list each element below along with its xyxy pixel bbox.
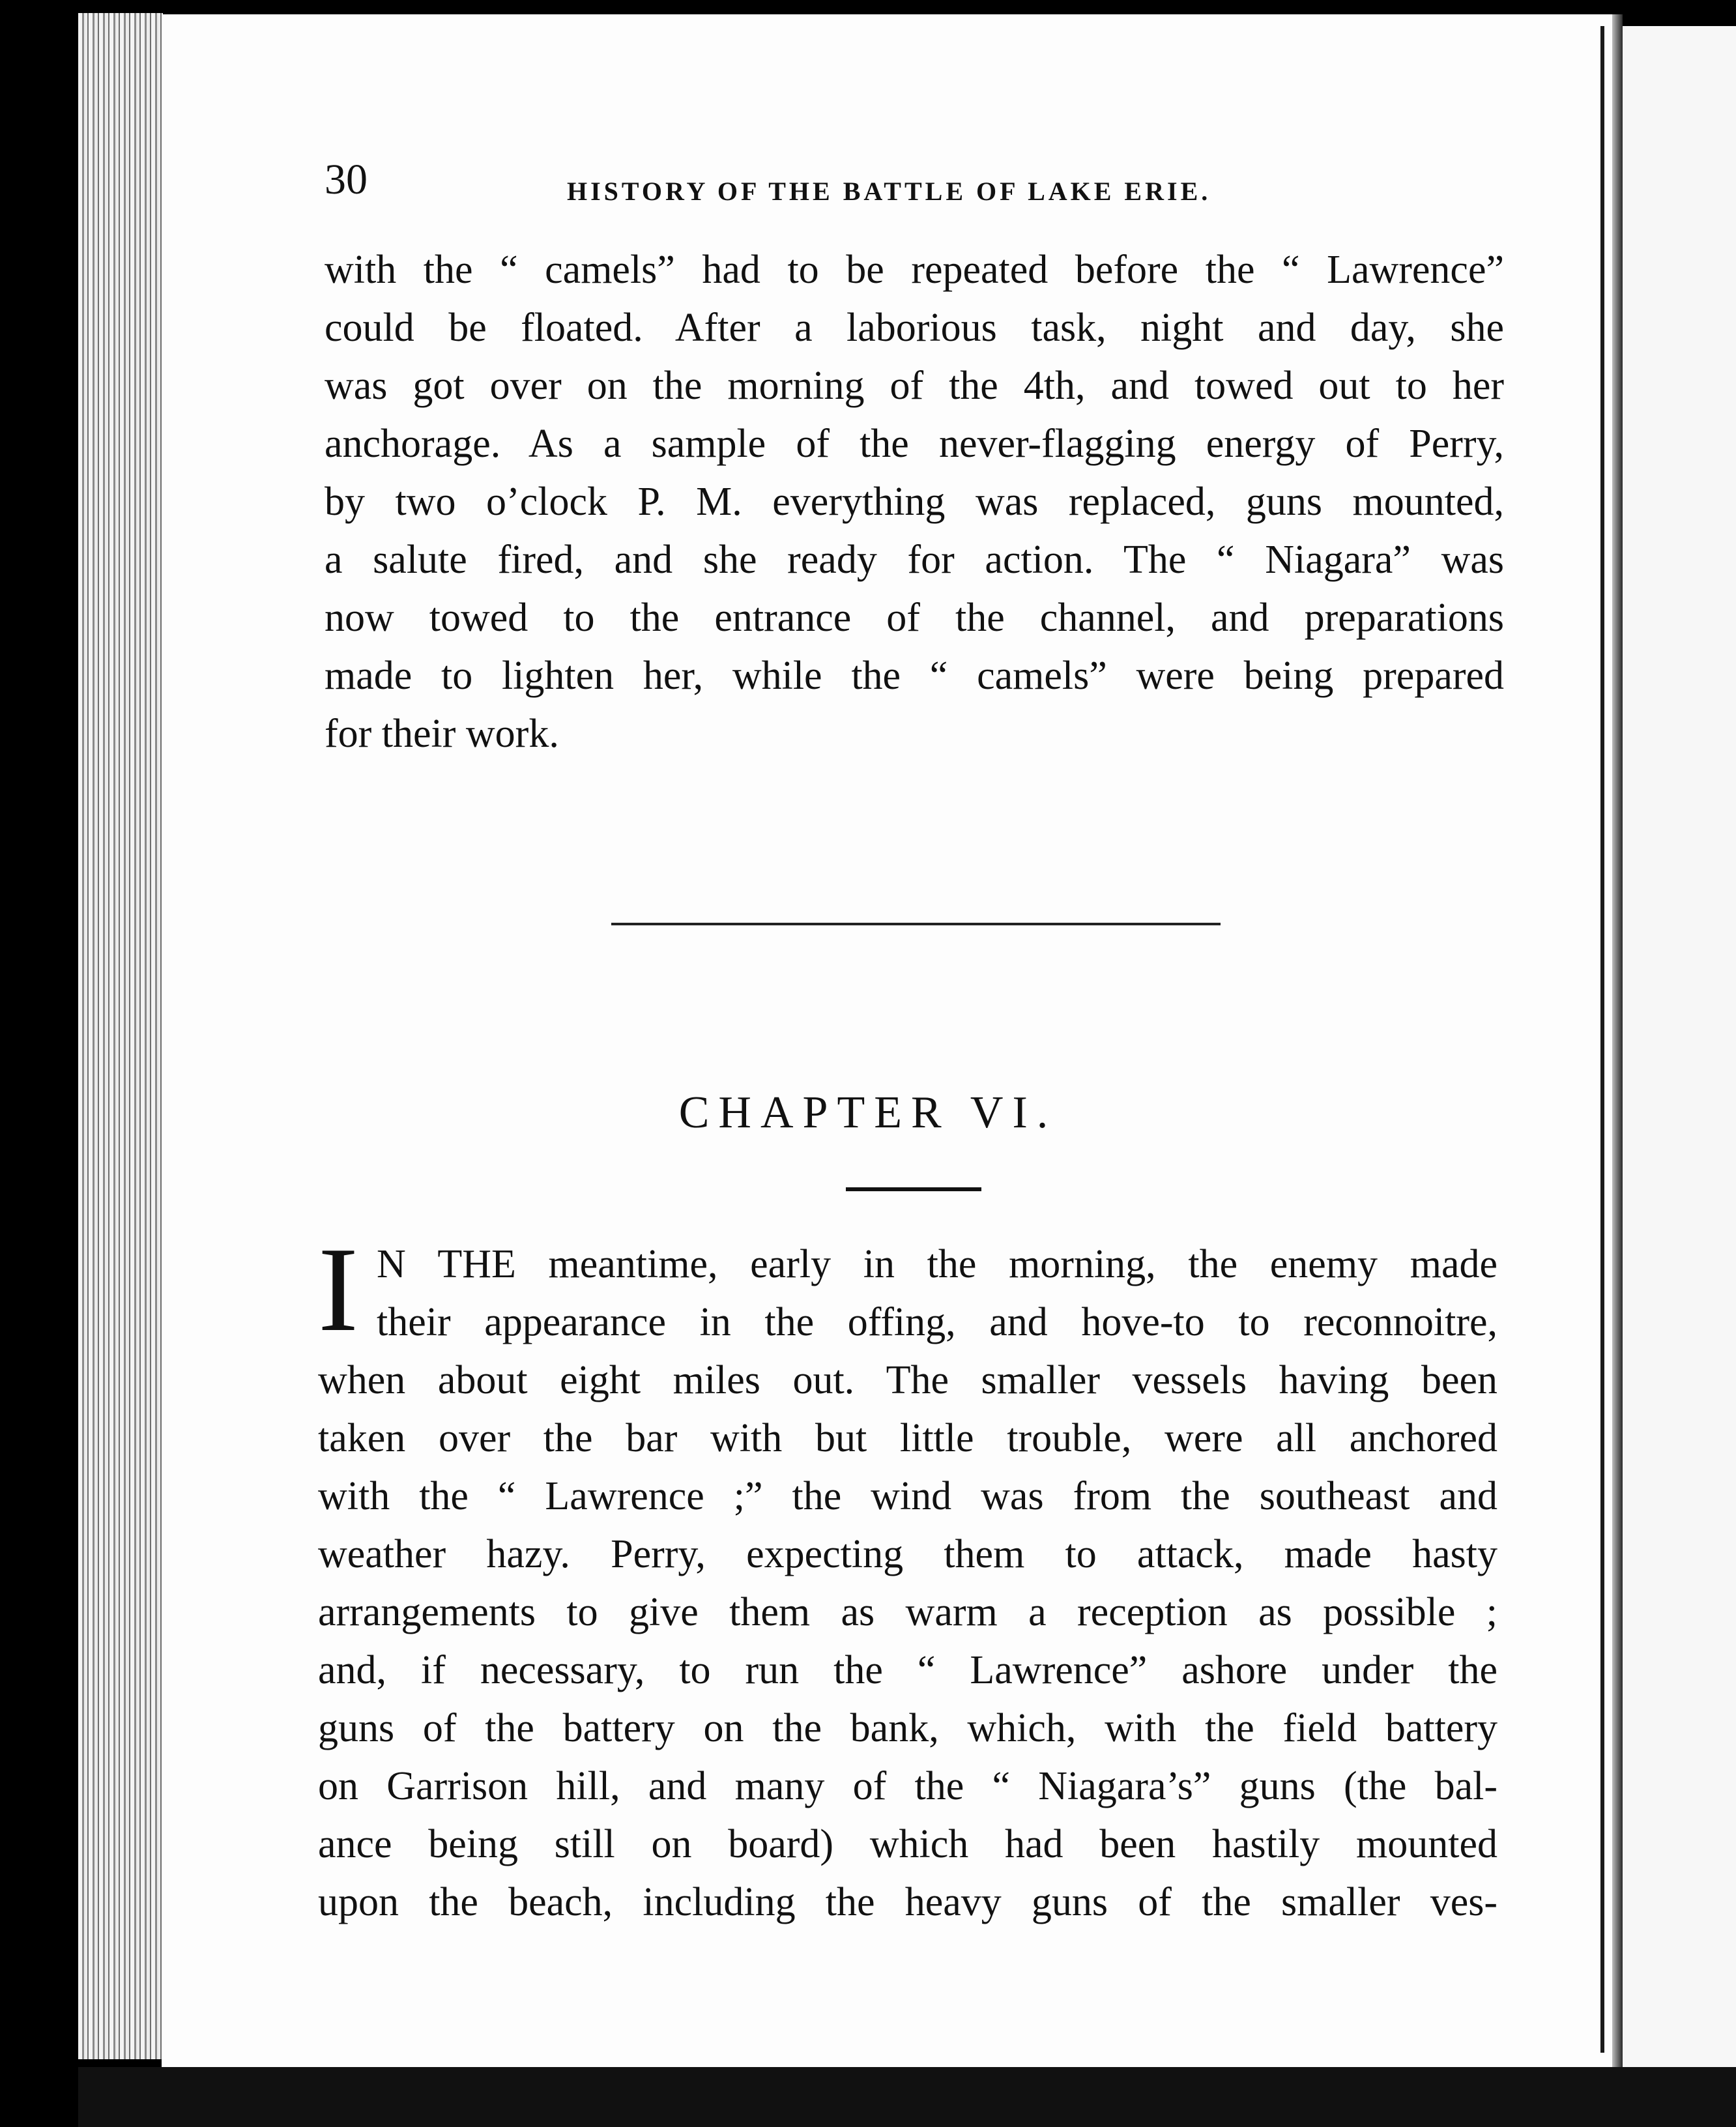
running-head — [325, 155, 1302, 214]
text-line: with the “ camels” had to be repeated before the “ Lawrence” — [325, 248, 1504, 292]
text-line: guns of the battery on the bank, which, with the field battery — [318, 1706, 1497, 1750]
text-line: by two o’clock P. M. everything was replaced, guns mounted, — [325, 480, 1504, 524]
text-line: N THE meantime, early in the morning, the enemy made — [377, 1242, 1497, 1286]
facing-page — [1623, 26, 1736, 2072]
text-line: their appearance in the offing, and hove-to to reconnoitre, — [377, 1300, 1497, 1344]
section-divider — [611, 923, 1221, 925]
header-title: HISTORY OF THE BATTLE OF LAKE ERIE. — [567, 177, 1211, 206]
page-edges — [78, 13, 163, 2059]
text-line: a salute fired, and she ready for action. The “ Niagara” was — [325, 538, 1504, 582]
text-line: could be floated. After a laborious task, night and day, she — [325, 306, 1504, 350]
bottom-strip — [78, 2067, 1736, 2127]
text-line: on Garrison hill, and many of the “ Niagara’s” guns (the bal- — [318, 1764, 1497, 1808]
facing-page-edge — [1600, 26, 1604, 2053]
text-line: with the “ Lawrence ;” the wind was from the southeast and — [318, 1474, 1497, 1518]
page-gutter — [1612, 14, 1623, 2067]
text-line: weather hazy. Perry, expecting them to attack, made hasty — [318, 1532, 1497, 1576]
text-line: anchorage. As a sample of the never-flagging energy of Perry, — [325, 422, 1504, 466]
text-line: taken over the bar with but little trouble, were all anchored — [318, 1416, 1497, 1460]
text-line: ance being still on board) which had been hastily mounted — [318, 1822, 1497, 1866]
text-line: and, if necessary, to run the “ Lawrence” ashore under the — [318, 1648, 1497, 1692]
drop-cap: I — [318, 1223, 358, 1357]
paragraph-1 — [325, 241, 1504, 763]
paragraph-2 — [318, 1223, 1497, 1932]
text-line: made to lighten her, while the “ camels” were being prepared — [325, 654, 1504, 698]
chapter-rule — [846, 1187, 981, 1191]
text-line: was got over on the morning of the 4th, and towed out to her — [325, 364, 1504, 408]
text-line: upon the beach, including the heavy guns of the smaller ves- — [318, 1880, 1497, 1924]
text-line: now towed to the entrance of the channel, and preparations — [325, 596, 1504, 640]
chapter-heading: CHAPTER VI. — [678, 1088, 1058, 1138]
text-line: for their work. — [325, 712, 559, 756]
text-line: when about eight miles out. The smaller vessels having been — [318, 1358, 1497, 1402]
page-number: 30 — [325, 156, 368, 203]
text-line: arrangements to give them as warm a reception as possible ; — [318, 1590, 1497, 1634]
